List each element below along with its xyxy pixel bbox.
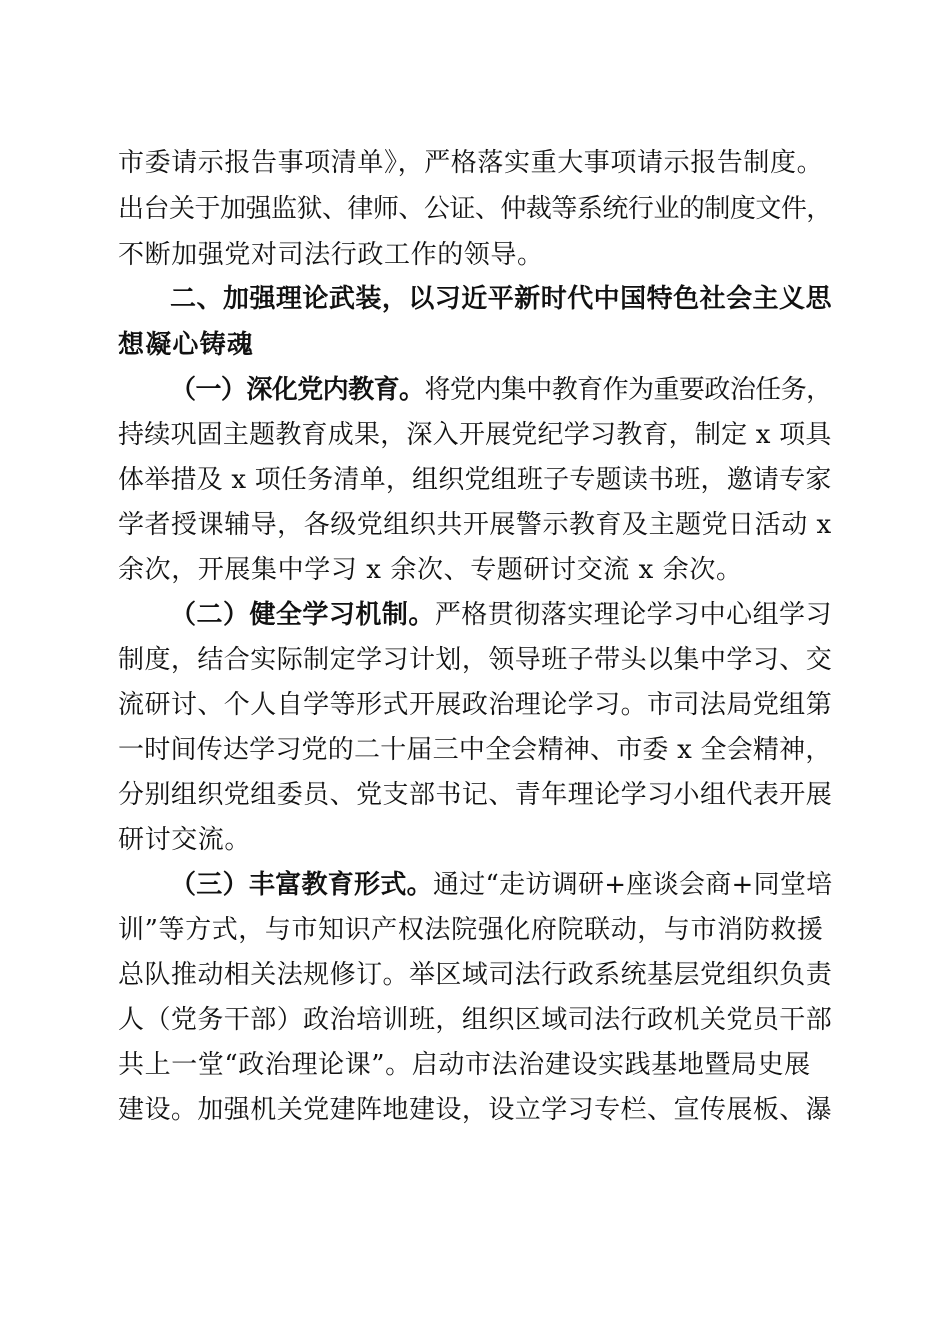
- subsection-title: （三）丰富教育形式。: [170, 870, 433, 900]
- body-text-line: 建设。加强机关党建阵地建设，设立学习专栏、宣传展板、瀑: [118, 1095, 833, 1125]
- subsection-first-line: [170, 373, 832, 407]
- body-text-line: 流研讨、个人自学等形式开展政治理论学习。市司法局党组第: [118, 690, 833, 720]
- body-text-line: 学者授课辅导，各级党组织共开展警示教育及主题党日活动 x: [118, 510, 832, 540]
- subsection-text: 通过“走访调研+座谈会商+同堂培: [432, 870, 833, 900]
- body-text-line: 持续巩固主题教育成果，深入开展党纪学习教育，制定 x 项具: [118, 420, 832, 450]
- body-text-line: 总队推动相关法规修订。举区域司法行政系统基层党组织负责: [118, 960, 833, 990]
- subsection-text: 将党内集中教育作为重要政治任务，: [424, 375, 832, 405]
- subsection-first-line: [170, 868, 832, 902]
- body-text-line: 市委请示报告事项清单》，严格落实重大事项请示报告制度。: [118, 148, 824, 178]
- body-text-line: 人（党务干部）政治培训班，组织区域司法行政机关党员干部: [118, 1005, 833, 1035]
- subsection-text: 严格贯彻落实理论学习中心组学习: [434, 600, 833, 630]
- section-heading: 二、加强理论武装，以习近平新时代中国特色社会主义思: [170, 284, 833, 314]
- subsection-title: （一）深化党内教育。: [170, 375, 425, 405]
- section-heading-continued: 想凝心铸魂: [118, 330, 255, 360]
- body-text-line: 研讨交流。: [118, 825, 252, 855]
- body-text-line: 余次，开展集中学习 x 余次、专题研讨交流 x 余次。: [118, 555, 743, 585]
- subsection-first-line: [170, 598, 832, 632]
- body-text-line: 不断加强党对司法行政工作的领导。: [118, 240, 544, 270]
- subsection-title: （二）健全学习机制。: [170, 600, 435, 630]
- body-text-line: 共上一堂“政治理论课”。启动市法治建设实践基地暨局史展: [118, 1050, 811, 1080]
- body-text-line: 一时间传达学习党的二十届三中全会精神、市委 x 全会精神，: [118, 735, 832, 765]
- body-text-line: 分别组织党组委员、党支部书记、青年理论学习小组代表开展: [118, 780, 833, 810]
- body-text-line: 体举措及 x 项任务清单，组织党组班子专题读书班，邀请专家: [118, 465, 832, 495]
- body-text-line: 出台关于加强监狱、律师、公证、仲裁等系统行业的制度文件，: [118, 194, 832, 224]
- body-text-line: 训”等方式，与市知识产权法院强化府院联动，与市消防救援: [118, 915, 824, 945]
- body-text-line: 制度，结合实际制定学习计划，领导班子带头以集中学习、交: [118, 645, 833, 675]
